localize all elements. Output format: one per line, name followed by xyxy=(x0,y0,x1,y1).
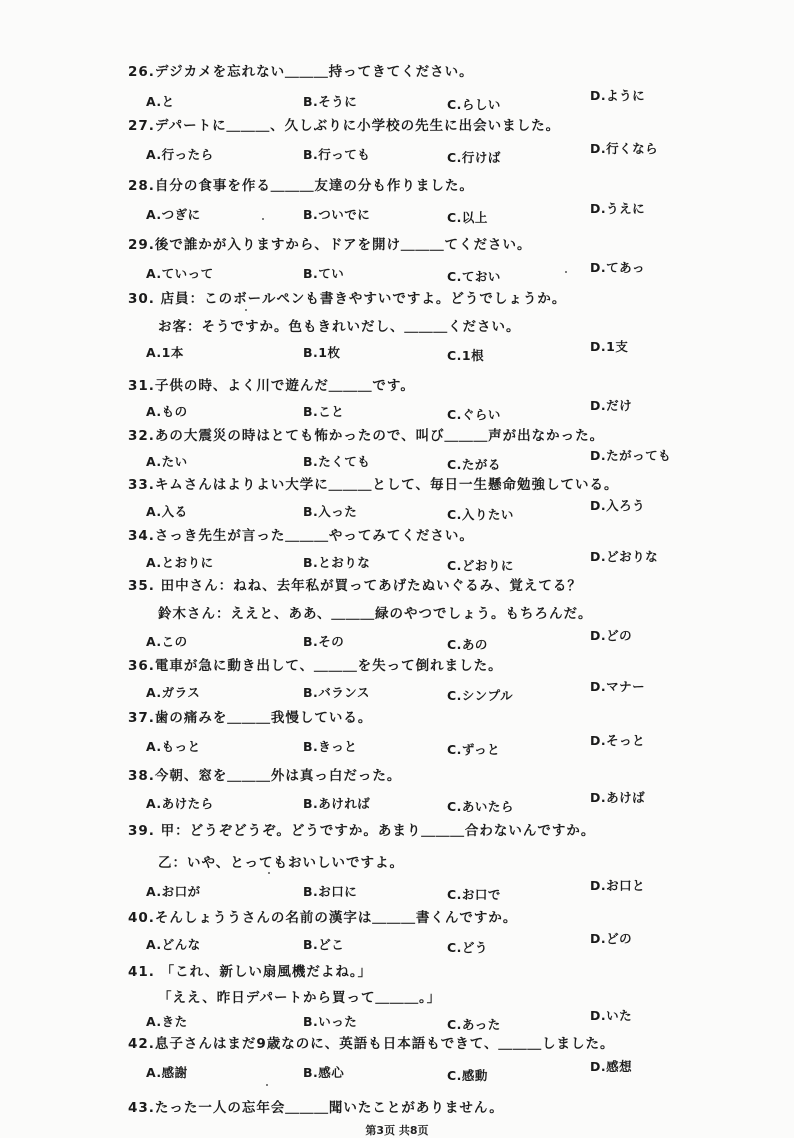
option-b[interactable]: B.あければ xyxy=(303,796,371,811)
question-stem: 28.自分の食事を作る＿＿＿友達の分も作りました。 xyxy=(128,178,474,194)
option-a[interactable]: A.きた xyxy=(146,1014,188,1029)
option-a[interactable]: A.あけたら xyxy=(146,796,214,811)
option-d[interactable]: D.入ろう xyxy=(590,498,646,513)
option-b[interactable]: B.とおりな xyxy=(303,555,371,570)
option-b[interactable]: B.てい xyxy=(303,266,345,281)
option-a[interactable]: A.この xyxy=(146,634,188,649)
option-c[interactable]: C.お口で xyxy=(447,887,501,902)
question-stem-continued: 「ええ、昨日デパートから買って＿＿＿。」 xyxy=(158,990,442,1006)
option-a[interactable]: A.どんな xyxy=(146,937,201,952)
option-a[interactable]: A.感謝 xyxy=(146,1065,188,1080)
question-stem-continued: お客：そうですか。色もきれいだし、＿＿＿ください。 xyxy=(158,319,521,335)
option-a[interactable]: A.と xyxy=(146,94,175,109)
option-a[interactable]: A.ガラス xyxy=(146,685,201,700)
option-b[interactable]: B.きっと xyxy=(303,739,358,754)
option-c[interactable]: C.感動 xyxy=(447,1068,488,1083)
question-stem: 35. 田中さん：ねね、去年私が買ってあげたぬいぐるみ、覚えてる？ xyxy=(128,578,582,594)
option-c[interactable]: C.どう xyxy=(447,940,488,955)
question-stem: 39. 甲：どうぞどうぞ。どうですか。あまり＿＿＿合わないんですか。 xyxy=(128,823,596,839)
option-d[interactable]: D.お口と xyxy=(590,878,646,893)
option-a[interactable]: A.もの xyxy=(146,404,188,419)
option-b[interactable]: B.こと xyxy=(303,404,345,419)
option-d[interactable]: D.だけ xyxy=(590,398,633,413)
option-c[interactable]: C.ずっと xyxy=(447,742,501,757)
option-c[interactable]: C.ておい xyxy=(447,269,501,284)
option-b[interactable]: B.お口に xyxy=(303,884,358,899)
question-stem: 27.デパートに＿＿＿、久しぶりに小学校の先生に出会いました。 xyxy=(128,118,561,134)
scan-speck xyxy=(565,271,567,273)
option-b[interactable]: B.ついでに xyxy=(303,207,371,222)
question-stem: 37.歯の痛みを＿＿＿我慢している。 xyxy=(128,710,373,726)
option-d[interactable]: D.感想 xyxy=(590,1059,633,1074)
option-c[interactable]: C.入りたい xyxy=(447,507,514,522)
question-stem: 31.子供の時、よく川で遊んだ＿＿＿です。 xyxy=(128,378,415,394)
question-stem: 32.あの大震災の時はとても怖かったので、叫び＿＿＿声が出なかった。 xyxy=(128,428,605,444)
option-d[interactable]: D.いた xyxy=(590,1008,633,1023)
option-a[interactable]: A.たい xyxy=(146,454,188,469)
option-b[interactable]: B.感心 xyxy=(303,1065,345,1080)
scan-speck xyxy=(268,872,270,874)
question-stem: 29.後で誰かが入りますから、ドアを開け＿＿＿てください。 xyxy=(128,237,532,253)
option-a[interactable]: A.つぎに xyxy=(146,207,201,222)
question-stem: 30. 店員：このボールペンも書きやすいですよ。どうでしょうか。 xyxy=(128,291,567,307)
option-c[interactable]: C.行けば xyxy=(447,150,501,165)
option-d[interactable]: D.あけば xyxy=(590,790,646,805)
option-c[interactable]: C.たがる xyxy=(447,457,501,472)
option-c[interactable]: C.あった xyxy=(447,1017,501,1032)
option-d[interactable]: D.どの xyxy=(590,931,633,946)
page-footer: 第3页 共8页 xyxy=(365,1124,429,1137)
option-d[interactable]: D.たがっても xyxy=(590,448,672,463)
option-a[interactable]: A.入る xyxy=(146,504,188,519)
option-a[interactable]: A.1本 xyxy=(146,345,184,360)
option-d[interactable]: D.てあっ xyxy=(590,260,645,275)
option-d[interactable]: D.そっと xyxy=(590,733,646,748)
option-c[interactable]: C.らしい xyxy=(447,97,501,112)
scan-speck xyxy=(245,309,247,311)
option-d[interactable]: D.行くなら xyxy=(590,141,659,156)
option-c[interactable]: C.あいたら xyxy=(447,799,514,814)
option-b[interactable]: B.どこ xyxy=(303,937,345,952)
question-stem-continued: 鈴木さん：ええと、ああ、＿＿＿緑のやつでしょう。もちろんだ。 xyxy=(158,606,593,622)
question-stem: 40.そんしょううさんの名前の漢字は＿＿＿書くんですか。 xyxy=(128,910,518,926)
option-b[interactable]: B.いった xyxy=(303,1014,358,1029)
option-a[interactable]: A.ていって xyxy=(146,266,214,281)
option-c[interactable]: C.1根 xyxy=(447,348,485,363)
option-b[interactable]: B.行っても xyxy=(303,147,371,162)
scan-speck xyxy=(266,1084,268,1086)
question-stem: 43.たった一人の忘年会＿＿＿聞いたことがありません。 xyxy=(128,1100,504,1116)
option-d[interactable]: D.どおりな xyxy=(590,549,659,564)
option-c[interactable]: C.ぐらい xyxy=(447,407,501,422)
option-b[interactable]: B.バランス xyxy=(303,685,370,700)
option-b[interactable]: B.たくても xyxy=(303,454,371,469)
option-a[interactable]: A.行ったら xyxy=(146,147,214,162)
option-c[interactable]: C.あの xyxy=(447,637,488,652)
option-b[interactable]: B.その xyxy=(303,634,345,649)
option-a[interactable]: A.お口が xyxy=(146,884,201,899)
question-stem-continued: 乙：いや、とってもおいしいですよ。 xyxy=(158,855,404,871)
option-c[interactable]: C.シンプル xyxy=(447,688,514,703)
option-c[interactable]: C.以上 xyxy=(447,210,488,225)
scan-speck xyxy=(262,218,264,220)
option-d[interactable]: D.マナー xyxy=(590,679,646,694)
question-stem: 38.今朝、窓を＿＿＿外は真っ白だった。 xyxy=(128,768,402,784)
question-stem: 41. 「これ、新しい扇風機だよね。」 xyxy=(128,964,373,980)
question-stem: 33.キムさんはよりよい大学に＿＿＿として、毎日一生懸命勉強している。 xyxy=(128,477,619,493)
option-b[interactable]: B.そうに xyxy=(303,94,358,109)
option-b[interactable]: B.1枚 xyxy=(303,345,341,360)
question-stem: 36.電車が急に動き出して、＿＿＿を失って倒れました。 xyxy=(128,658,503,674)
option-d[interactable]: D.どの xyxy=(590,628,633,643)
option-a[interactable]: A.もっと xyxy=(146,739,201,754)
option-d[interactable]: D.1支 xyxy=(590,339,629,354)
option-d[interactable]: D.うえに xyxy=(590,201,646,216)
option-b[interactable]: B.入った xyxy=(303,504,358,519)
option-c[interactable]: C.どおりに xyxy=(447,558,514,573)
question-stem: 34.さっき先生が言った＿＿＿やってみてください。 xyxy=(128,528,474,544)
option-a[interactable]: A.とおりに xyxy=(146,555,214,570)
option-d[interactable]: D.ように xyxy=(590,88,646,103)
question-stem: 42.息子さんはまだ9歳なのに、英語も日本語もできて、＿＿＿しました。 xyxy=(128,1036,615,1052)
question-stem: 26.デジカメを忘れない＿＿＿持ってきてください。 xyxy=(128,64,474,80)
